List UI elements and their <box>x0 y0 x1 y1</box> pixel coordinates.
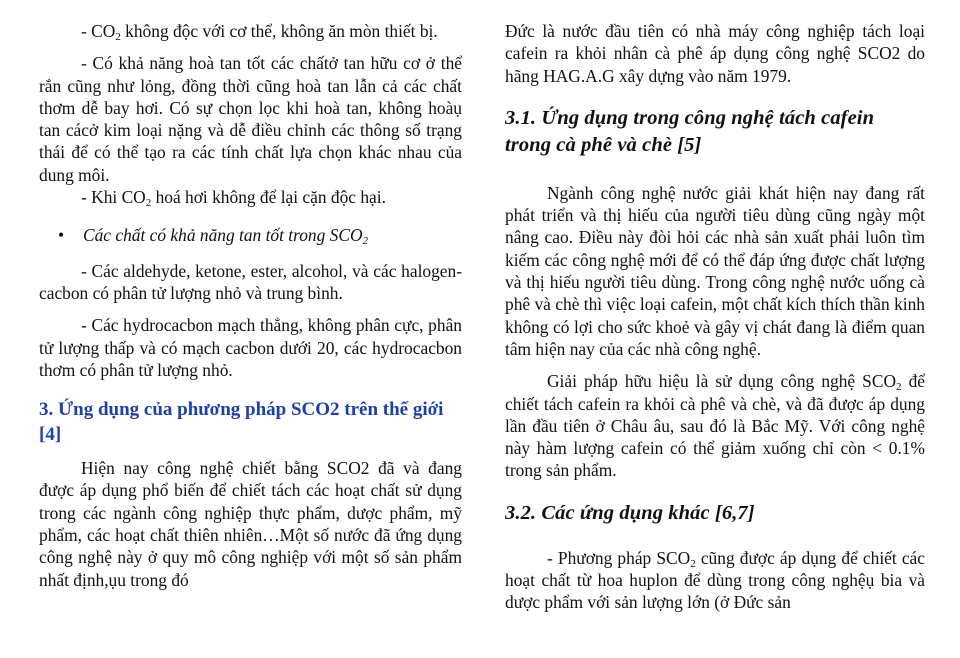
right-column <box>505 20 925 614</box>
paragraph-germany-first: Đức là nước đầu tiên có nhà máy công nghiệp tách loại cafein ra khỏi nhân cà phê áp dụng công nghệ SCO2 do hãng HAG.A.G xây dựng vào năm 1979. <box>505 21 925 86</box>
paragraph-solubility: - Có khả năng hoà tan tốt các chấtở tan hữu cơ ở thể rắn cũng như lỏng, đồng thời cũng hoà tan lẫn cả các chất thơm dễ bay hơi. Có sự chọn lọc khi hoà tan, không hoàụ tan cácở kim loại nặng và dễ điều chỉnh các thông số trạng thái để có thể tạo ra các tính chất lựa chọn khác nhau của dung môi. <box>39 53 462 185</box>
paragraph-hydrocarbon: - Các hydrocacbon mạch thẳng, không phân cực, phân tử lượng thấp và có mạch cacbon dưới 20, các hydrocacbon thơm có phân tử lượng nhỏ. <box>39 315 462 380</box>
paragraph-beverage-industry: Ngành công nghệ nước giải khát hiện nay đang rất phát triển và thị hiếu của người tiêu dùng cũng ngày một nâng cao. Điều này đòi hỏi các nhà sản xuất phải luôn tìm kiếm các công nghệ mới để có thể đáp ứng được chất lượng và thị hiếu người tiêu dùng. Trong công nghệ nước uống cà phê và chè thì việc loại cafein, một chất kích thích thần kinh không có lợi cho sức khoẻ và gây vị chát đang là điểm quan tâm hiện nay của các nhà công nghệ. <box>505 182 925 359</box>
left-column <box>39 20 462 591</box>
bullet-soluble-substances: • Các chất có khả năng tan tốt trong $SCO_2$ <box>58 225 369 248</box>
section-heading-3-2: 3.2. Các ứng dụng khác [6,7] <box>505 501 755 524</box>
bullet-icon: • <box>58 225 65 246</box>
paragraph-hops-extraction: - Phương pháp $SCO_2$ cũng được áp dụng để chiết các hoạt chất từ hoa huplon để dùng trong công nghệụ bia và dược phẩm với sản lượng lớn (ở Đức sản <box>505 547 925 613</box>
section-heading-3: 3. Ứng dụng của phương pháp SCO2 trên thế giới [4] <box>39 399 444 446</box>
paragraph-no-residue: - Khi $CO_2$ hoá hơi không để lại cặn độc hại. <box>81 187 386 210</box>
paragraph-aldehyde: - Các aldehyde, ketone, ester, alcohol, và các halogen-cacbon có phân tử lượng nhỏ và trung bình. <box>39 260 462 303</box>
paragraph-co2-non-toxic: - $CO_2$ không độc với cơ thể, không ăn mòn thiết bị. <box>81 21 438 43</box>
section-heading-3-1: 3.1. Ứng dụng trong công nghệ tách cafein trong cà phê và chè [5] <box>505 106 875 156</box>
paragraph-effective-solution: Giải pháp hữu hiệu là sử dụng công nghệ $SCO_2$ để chiết tách cafein ra khỏi cà phê và chè, và đã được áp dụng lần đầu tiên ở Châu âu, sau đó là Bắc Mỹ. Với công nghệ này hàm lượng cafein có thể giảm xuống chỉ còn < 0.1% trong sản phẩm. <box>505 371 925 481</box>
paragraph-sco2-applications: Hiện nay công nghệ chiết bằng SCO2 đã và đang được áp dụng phổ biến để chiết tách các hoạt chất sử dụng trong các ngành công nghiệp thực phẩm, dược phẩm, mỹ phẩm, các hoạt chất thiên nhiên…Một số nước đã ứng dụng công nghệ này ở quy mô công nghiệp với một số sản phẩm nhất định,ụu trong đó <box>39 458 462 590</box>
